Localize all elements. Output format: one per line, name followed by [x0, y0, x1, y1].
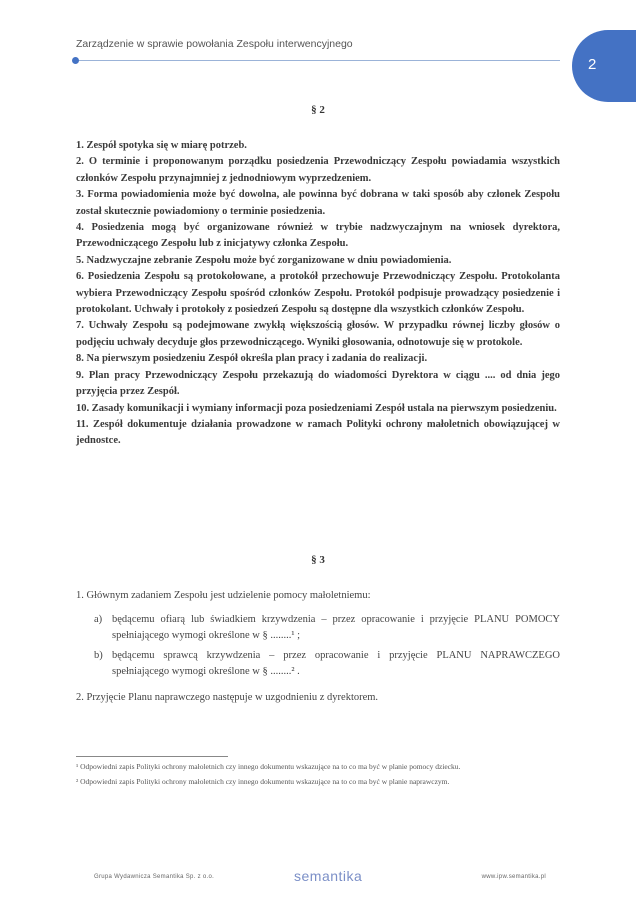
section-2-paragraph: 6. Posiedzenia Zespołu są protokołowane, a protokół przechowuje Przewodniczący Zespołu. Protokolanta wybiera Przewodniczący Zespołu spośród członków Zespołu. Protokół podpisuje prowadzący posiedzenie i protokolant. Uchwały i protokoły z posiedzeń Zespołu są dostępne dla wszystkich członków Zespołu. — [76, 271, 560, 316]
section-2-paragraph: 4. Posiedzenia mogą być organizowane również w trybie nadzwyczajnym na wniosek dyrektora, Przewodniczącego Zespołu lub z inicjatywy członka Zespołu. — [76, 222, 560, 250]
footer-logo: semantika — [294, 868, 363, 884]
section-2-paragraph: 1. Zespół spotyka się w miarę potrzeb. — [76, 140, 247, 151]
footer-website-link[interactable]: www.ipw.semantika.pl — [481, 874, 546, 880]
document-header-title: Zarządzenie w sprawie powołania Zespołu interwencyjnego — [76, 38, 353, 50]
section-2-paragraph: 8. Na pierwszym posiedzeniu Zespół określa plan pracy i zadania do realizacji. — [76, 353, 428, 365]
page-footer — [76, 868, 560, 888]
footnotes — [76, 762, 560, 791]
section-2-paragraph: 5. Nadzwyczajne zebranie Zespołu może być zorganizowane w dniu powiadomienia. — [76, 254, 452, 266]
section-3-item-2: 2. Przyjęcie Planu naprawczego następuje w uzgodnieniu z dyrektorem. — [76, 692, 379, 703]
header-rule — [76, 60, 560, 61]
footnote-rule — [76, 756, 228, 757]
section-2-paragraph: 3. Forma powiadomienia może być dowolna, ale powinna być dobrana w taki sposób aby członek Zespołu został skutecznie powiadomiony o terminie posiedzenia. — [76, 189, 560, 217]
section-3-heading: § 3 — [311, 554, 325, 566]
footer-publisher: Grupa Wydawnicza Semantika Sp. z o.o. — [94, 874, 215, 880]
sublist-item-letter: a) — [94, 614, 103, 625]
sublist-item-letter: b) — [94, 650, 103, 661]
section-2-body — [76, 138, 560, 450]
header-dot-icon — [72, 57, 79, 64]
footnote: ² Odpowiedni zapis Polityki ochrony małoletnich czy innego dokumentu wskazujące na to co ma być w planie naprawczym. — [76, 776, 450, 786]
sublist-item — [94, 612, 560, 644]
footnote: ¹ Odpowiedni zapis Polityki ochrony małoletnich czy innego dokumentu wskazujące na to co ma być w planie pomocy dziecku. — [76, 762, 461, 771]
sublist-item-text: będącemu sprawcą krzywdzenia – przez opracowanie i przyjęcie PLANU NAPRAWCZEGO spełniającego wymogi określone w § ........² . — [112, 650, 560, 677]
page-number: 2 — [588, 56, 597, 73]
section-3-sublist — [94, 612, 560, 684]
section-2-paragraph: 9. Plan pracy Przewodniczący Zespołu przekazują do wiadomości Dyrektora w ciągu .... od dnia jego przyjęcia przez Zespół. — [76, 369, 560, 398]
section-2-paragraph: 11. Zespół dokumentuje działania prowadzone w ramach Polityki ochrony małoletnich obowiązującej w jednostce. — [76, 418, 560, 447]
section-2-paragraph: 10. Zasady komunikacji i wymiany informacji poza posiedzeniami Zespół ustala na pierwszym posiedzeniu. — [76, 402, 557, 414]
sublist-item — [94, 648, 560, 680]
section-2-paragraph: 7. Uchwały Zespołu są podejmowane zwykłą większością głosów. W przypadku równej liczby głosów o podjęciu uchwały decyduje głos przewodniczącego. Wyniki głosowania, odnotowuje się w protokole. — [76, 320, 560, 348]
page-number-tab — [572, 30, 636, 102]
section-2-heading: § 2 — [311, 104, 325, 116]
section-2-paragraph: 2. O terminie i proponowanym porządku posiedzenia Przewodniczący Zespołu powiadamia wszystkich członków Zespołu przynajmniej z jednodniowym wyprzedzeniem. — [76, 156, 560, 184]
section-3-item-1: 1. Głównym zadaniem Zespołu jest udzielenie pomocy małoletniemu: — [76, 590, 371, 601]
sublist-item-text: będącemu ofiarą lub świadkiem krzywdzenia – przez opracowanie i przyjęcie PLANU POMOCY spełniającego wymogi określone w § ........¹ ; — [112, 614, 560, 641]
